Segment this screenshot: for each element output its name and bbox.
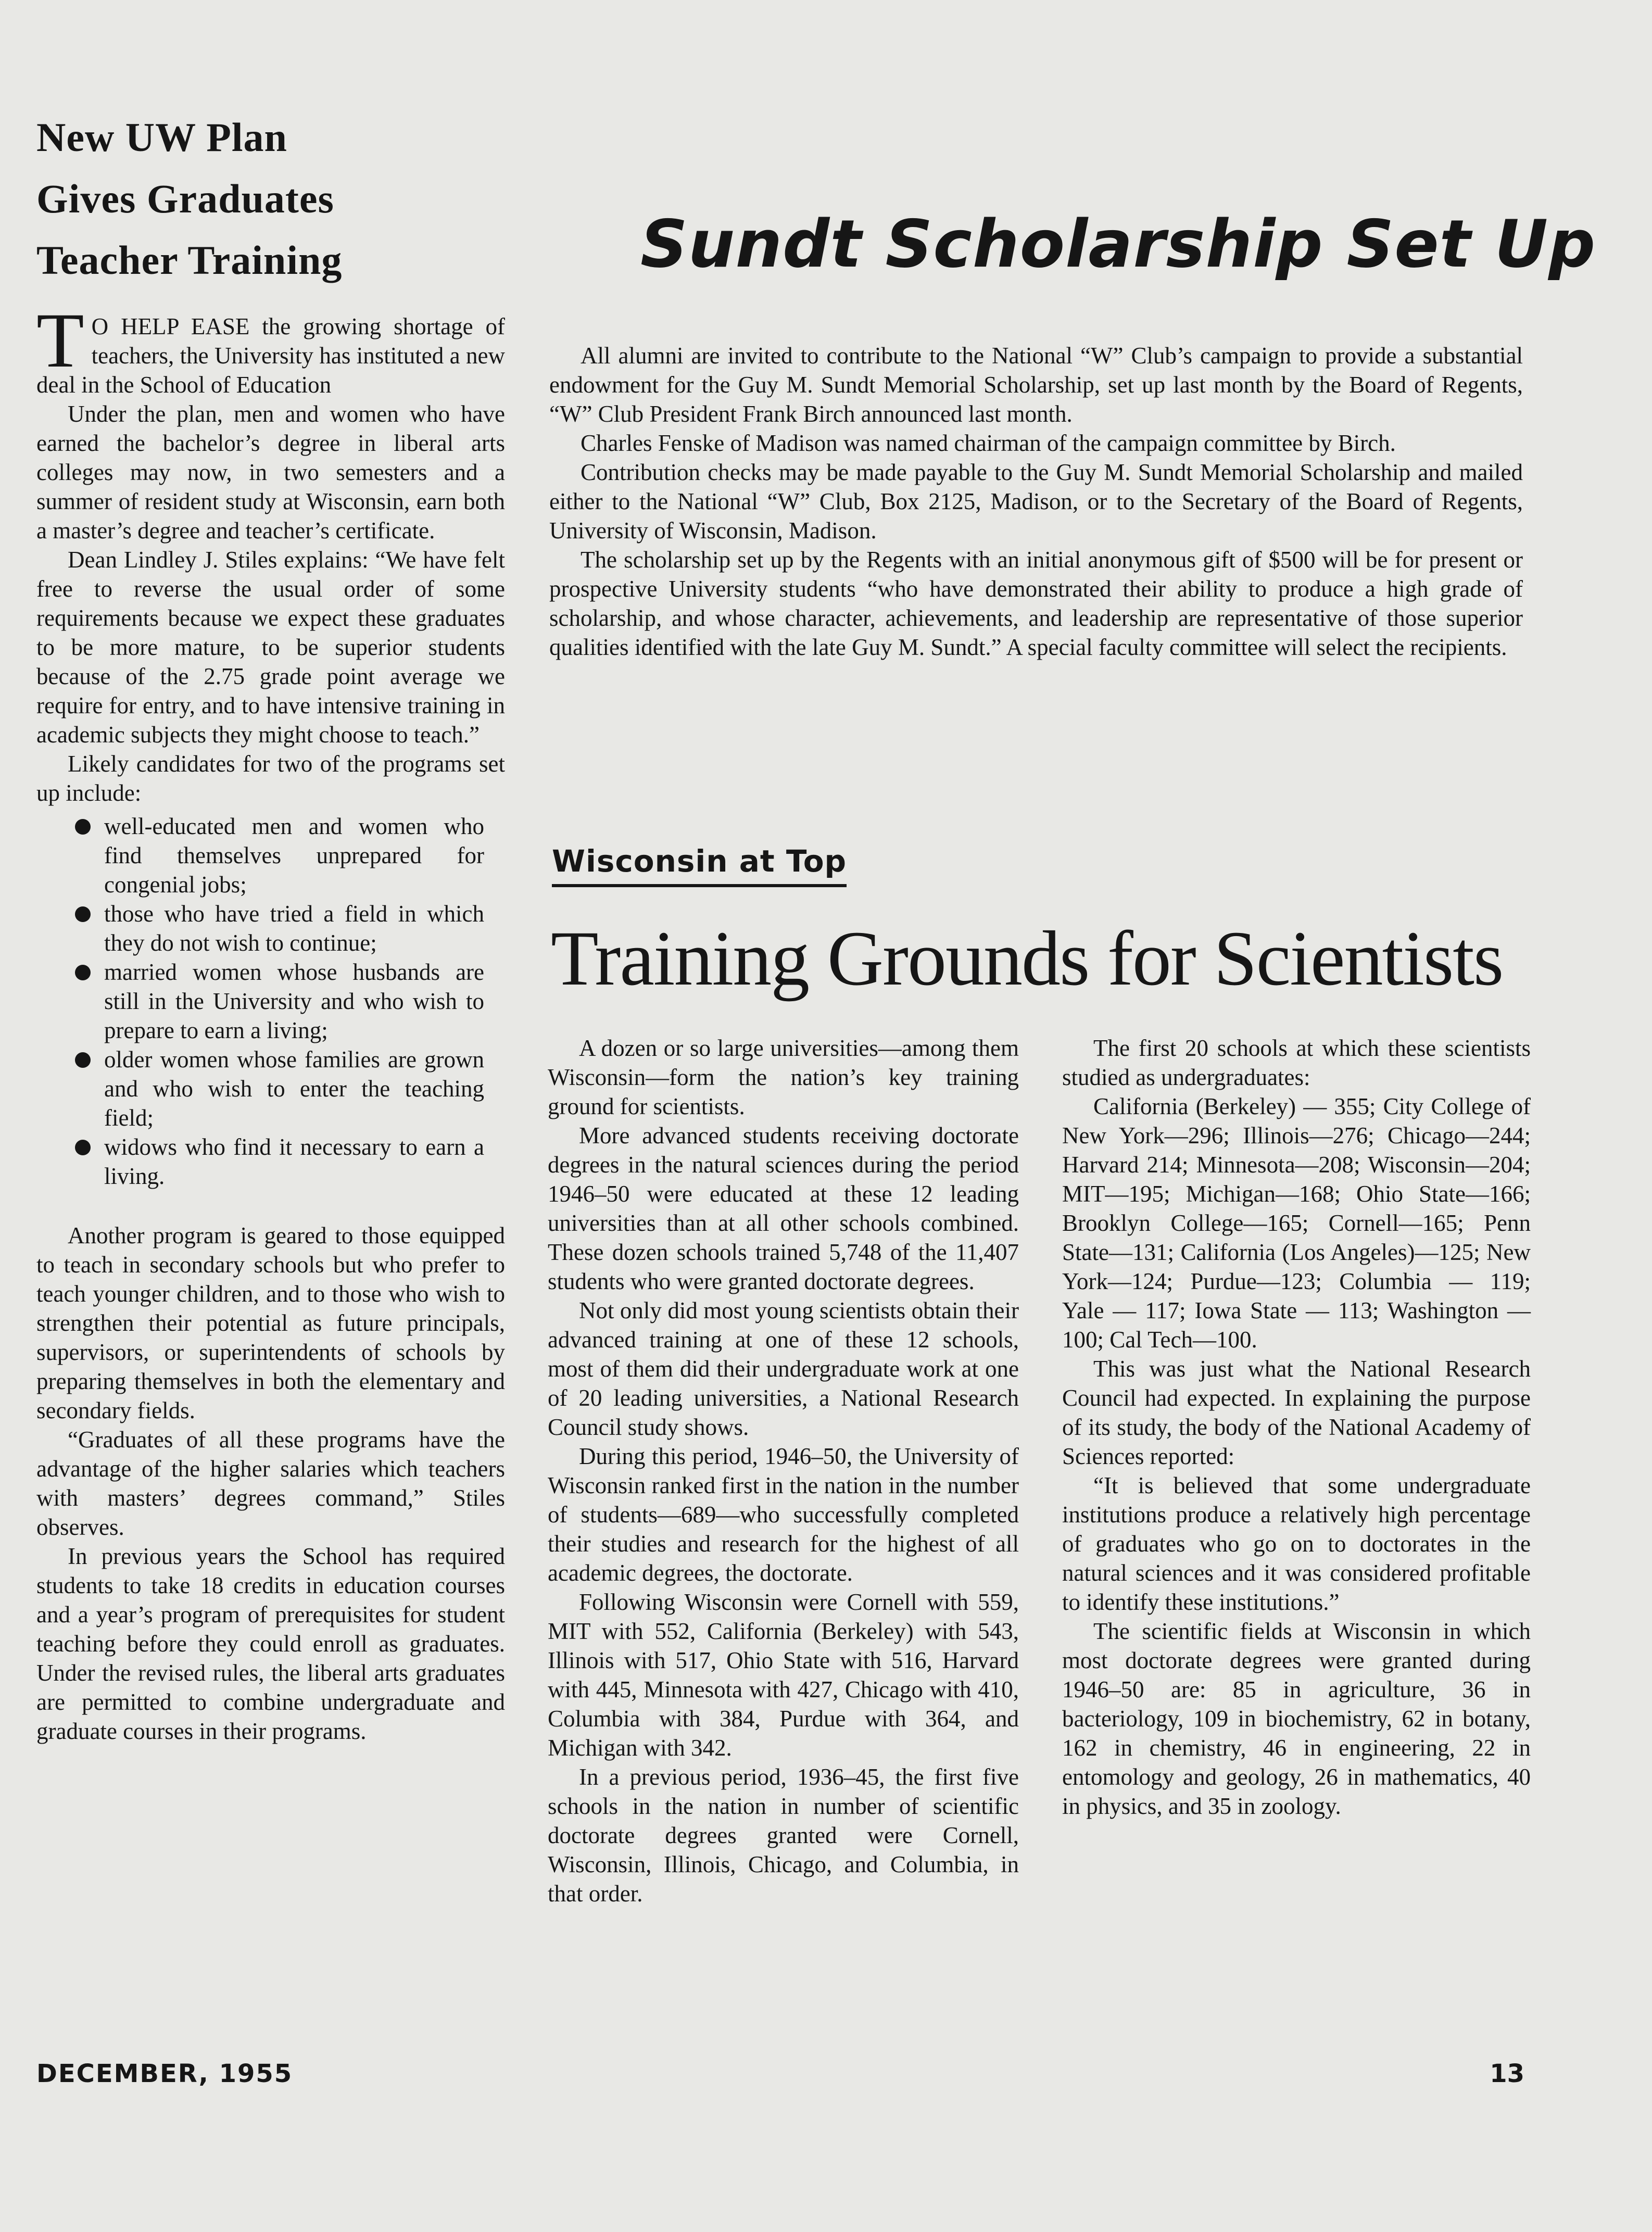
headline-line-1: New UW Plan (36, 115, 287, 160)
paragraph: Dean Lindley J. Stiles explains: “We have felt free to reverse the usual order of some requirements because we expect these graduates to be more mature, to be superior students because of the 2.75 grade point average we require for entry, and to have intensive training in academic subjects they might choose to teach.” (36, 547, 505, 748)
paragraph: California (Berkeley) — 355; City College of New York—296; Illinois—276; Chicago—244; Harvard 214; Minnesota—208; Wisconsin—204; MIT—195; Michigan—168; Ohio State—166; Brooklyn College—165; Cornell—165; Penn State—131; California (Los Angeles)—125; New York—124; Purdue—123; Columbia — 119; Yale — 117; Iowa State — 113; Washington — 100; Cal Tech—100. (1062, 1093, 1531, 1353)
list-item: older women whose families are grown and who wish to enter the teaching field; (36, 1045, 505, 1132)
paragraph-text: the growing shortage of teachers, the University has instituted a new deal in the School of Education (36, 313, 505, 398)
paragraph: Following Wisconsin were Cornell with 559, MIT with 552, California (Berkeley) with 543, Illinois with 517, Ohio State with 516, Harvard with 445, Minnesota with 427, Chicago with 410, Columbia with 384, Purdue with 364, and Michigan with 342. (548, 1589, 1019, 1761)
bullet-icon (75, 906, 91, 922)
bullet-icon (75, 819, 91, 835)
bullet-icon (75, 1052, 91, 1068)
paragraph: All alumni are invited to contribute to the National “W” Club’s campaign to provide a substantial endowment for the Guy M. Sundt Memorial Scholarship, set up last month by the Board of Regents, “W” Club President Frank Birch announced last month. (549, 343, 1523, 427)
sundt-headline: Sundt Scholarship Set Up (640, 206, 1596, 282)
paragraph: The scientific fields at Wisconsin in which most doctorate degrees were granted during 1946–50 are: 85 in agriculture, 36 in bacteriology, 109 in biochemistry, 62 in botany, 162 in chemistry, 46 in engineering, 22 in entomology and geology, 26 in mathematics, 40 in physics, and 35 in zoology. (1062, 1618, 1531, 1819)
scientists-column-1 (548, 1033, 1019, 1908)
paragraph: Contribution checks may be made payable to the Guy M. Sundt Memorial Scholarship and mailed either to the National “W” Club, Box 2125, Madison, or to the Secretary of the Board of Regents, University of Wisconsin, Madison. (549, 459, 1523, 544)
teacher-training-headline (36, 107, 505, 291)
scientists-column-2 (1062, 1033, 1531, 1821)
paragraph: The scholarship set up by the Regents with an initial anonymous gift of $500 will be for present or prospective University students “who have demonstrated their ability to produce a high grade of scholarship, and whose character, achievements, and leadership are representative of those superior qualities identified with the late Guy M. Sundt.” A special faculty committee will select the recipients. (549, 547, 1523, 660)
paragraph: Likely candidates for two of the programs set up include: (36, 751, 505, 806)
lead-in: O HELP EASE (91, 313, 250, 339)
issue-date: DECEMBER, 1955 (36, 2059, 293, 2088)
paragraph: The first 20 schools at which these scientists studied as undergraduates: (1062, 1035, 1531, 1090)
paragraph: More advanced students receiving doctorate degrees in the natural sciences during the period 1946–50 were educated at these 12 leading universities than at all other schools combined. These dozen schools trained 5,748 of the 11,407 students who were granted doctorate degrees. (548, 1123, 1019, 1294)
bullet-icon (75, 965, 91, 980)
scientists-headline: Training Grounds for Scientists (551, 915, 1503, 1002)
page-number: 13 (1490, 2059, 1524, 2088)
list-item: well-educated men and women who find themselves unprepared for congenial jobs; (36, 812, 505, 899)
paragraph: Not only did most young scientists obtain their advanced training at one of these 12 schools, most of them did their undergraduate work at one of 20 leading universities, a National Research Council study shows. (548, 1297, 1019, 1440)
list-item: widows who find it necessary to earn a living. (36, 1132, 505, 1191)
paragraph: This was just what the National Research Council had expected. In explaining the purpose of its study, the body of the National Academy of Sciences reported: (1062, 1356, 1531, 1469)
teacher-training-article (36, 107, 505, 1746)
paragraph: “It is believed that some undergraduate institutions produce a relatively high percentage of graduates who go on to doctorates in the natural sciences and it was considered profitable to identify these institutions.” (1062, 1472, 1531, 1615)
headline-line-2: Gives Graduates (36, 176, 334, 221)
paragraph (36, 297, 505, 399)
drop-cap: T (36, 297, 84, 384)
section-kicker: Wisconsin at Top (552, 843, 847, 887)
paragraph: “Graduates of all these programs have the advantage of the higher salaries which teachers with masters’ degrees command,” Stiles observes. (36, 1427, 505, 1540)
bullet-icon (75, 1140, 91, 1155)
sundt-article-body (549, 341, 1523, 662)
paragraph: In previous years the School has required students to take 18 credits in education courses and a year’s program of prerequisites for student teaching before they could enroll as graduates. Under the revised rules, the liberal arts graduates are permitted to combine undergraduate and graduate courses in their programs. (36, 1543, 505, 1744)
teacher-training-body (36, 297, 505, 1746)
paragraph: During this period, 1946–50, the University of Wisconsin ranked first in the nation in the number of students—689—who successfully completed their studies and research for the highest of all academic degrees, the doctorate. (548, 1443, 1019, 1586)
paragraph: A dozen or so large universities—among them Wisconsin—form the nation’s key training ground for scientists. (548, 1035, 1019, 1119)
list-item: married women whose husbands are still in the University and who wish to prepare to earn a living; (36, 957, 505, 1045)
candidate-list (36, 812, 505, 1191)
paragraph: In a previous period, 1936–45, the first five schools in the nation in number of scientific doctorate degrees granted were Cornell, Wisconsin, Illinois, Chicago, and Columbia, in that order. (548, 1764, 1019, 1907)
paragraph: Another program is geared to those equipped to teach in secondary schools but who prefer to teach younger children, and to those who wish to strengthen their potential as future principals, supervisors, or superintendents of schools by preparing themselves in both the elementary and secondary fields. (36, 1222, 505, 1423)
paragraph: Charles Fenske of Madison was named chairman of the campaign committee by Birch. (581, 430, 1396, 456)
paragraph: Under the plan, men and women who have earned the bachelor’s degree in liberal arts colleges may now, in two semesters and a summer of resident study at Wisconsin, earn both a master’s degree and teacher’s certificate. (36, 401, 505, 544)
list-item: those who have tried a field in which they do not wish to continue; (36, 899, 505, 957)
headline-line-3: Teacher Training (36, 237, 343, 283)
